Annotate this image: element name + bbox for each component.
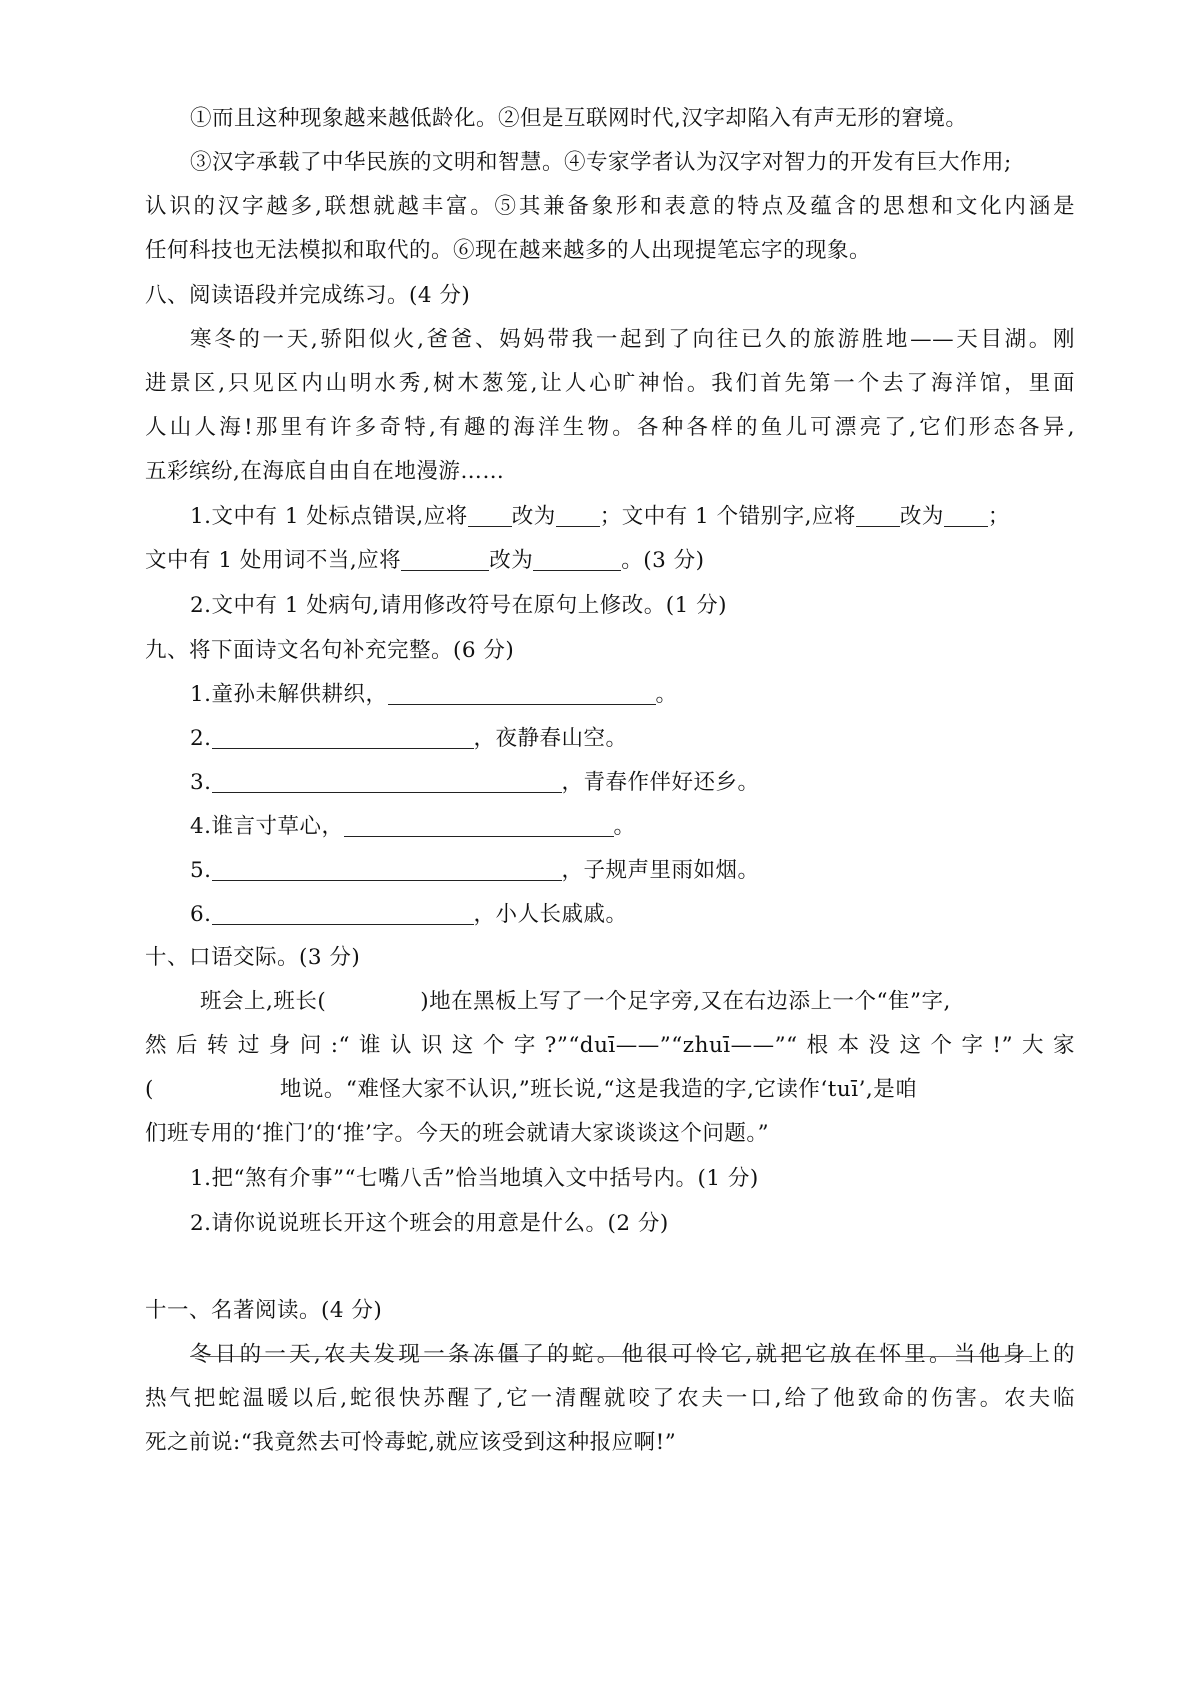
poem-item-2 bbox=[190, 723, 1075, 755]
answer-blank[interactable] bbox=[468, 504, 512, 527]
poem-item-pre: 1.童孙未解供耕织， bbox=[190, 682, 388, 707]
poem-blank[interactable] bbox=[388, 682, 656, 705]
s9-heading: 九、将下面诗文名句补充完整。(6 分) bbox=[145, 638, 515, 663]
poem-item-4 bbox=[190, 811, 1075, 843]
s8-para-1: 寒冬的一天,骄阳似火,爸爸、妈妈带我一起到了向往已久的旅游胜地——天目湖。刚 bbox=[190, 327, 1075, 352]
q1-text-b: 改为 bbox=[511, 504, 556, 529]
s10-question-2: 2.请你说说班长开这个班会的用意是什么。(2 分) bbox=[190, 1211, 669, 1236]
q1-text-c: ；文中有 1 个错别字,应将 bbox=[599, 504, 856, 529]
s8-question-1-cont bbox=[145, 545, 1075, 577]
s8-heading: 八、阅读语段并完成练习。(4 分) bbox=[145, 283, 471, 308]
poem-blank[interactable] bbox=[212, 770, 562, 793]
s7-line-1: ①而且这种现象越来越低龄化。②但是互联网时代,汉字却陷入有声无形的窘境。 bbox=[190, 106, 968, 131]
s8-question-2: 2.文中有 1 处病句,请用修改符号在原句上修改。(1 分) bbox=[190, 593, 727, 618]
poem-blank[interactable] bbox=[212, 902, 474, 925]
q1-text-e: ； bbox=[987, 504, 1010, 529]
q1-text-g: 改为 bbox=[489, 548, 534, 573]
s8-para-3: 人山人海!那里有许多奇特,有趣的海洋生物。各种各样的鱼儿可漂亮了,它们形态各异, bbox=[145, 415, 1075, 440]
poem-item-pre: 2. bbox=[190, 726, 212, 751]
s11-heading: 十一、名著阅读。(4 分) bbox=[145, 1298, 383, 1323]
s10-question-1: 1.把“煞有介事”“七嘴八舌”恰当地填入文中括号内。(1 分) bbox=[190, 1166, 759, 1191]
s8-question-1 bbox=[190, 501, 1075, 533]
poem-item-post: ，夜静春山空。 bbox=[473, 726, 628, 751]
s7-line-3: 认识的汉字越多,联想就越丰富。⑤其兼备象形和表意的特点及蕴含的思想和文化内涵是 bbox=[145, 194, 1075, 219]
s10-p3-a: ( bbox=[145, 1077, 154, 1102]
poem-item-post: ，青春作伴好还乡。 bbox=[561, 770, 760, 795]
s11-para-1: 冬日的一天,农夫发现一条冻僵了的蛇。他很可怜它,就把它放在怀里。当他身上的 bbox=[190, 1342, 1075, 1367]
s10-para-4: 们班专用的‘推门’的‘推’字。今天的班会就请大家谈谈这个问题。” bbox=[145, 1121, 770, 1146]
answer-blank[interactable] bbox=[556, 504, 600, 527]
poem-item-6 bbox=[190, 899, 1075, 931]
poem-item-pre: 5. bbox=[190, 858, 212, 883]
s11-para-2: 热气把蛇温暖以后,蛇很快苏醒了,它一清醒就咬了农夫一口,给了他致命的伤害。农夫临 bbox=[145, 1386, 1075, 1411]
s10-p1-a: 班会上,班长( bbox=[200, 989, 327, 1014]
poem-item-pre: 4.谁言寸草心， bbox=[190, 814, 344, 839]
poem-item-3 bbox=[190, 767, 1075, 799]
poem-item-post: 。 bbox=[613, 814, 636, 839]
s7-line-2: ③汉字承载了中华民族的文明和智慧。④专家学者认为汉字对智力的开发有巨大作用; bbox=[190, 150, 1012, 175]
poem-blank[interactable] bbox=[344, 814, 614, 837]
s10-para-3 bbox=[145, 1074, 1075, 1106]
answer-blank[interactable] bbox=[856, 504, 900, 527]
s7-line-4: 任何科技也无法模拟和取代的。⑥现在越来越多的人出现提笔忘字的现象。 bbox=[145, 238, 872, 263]
poem-item-1 bbox=[190, 679, 1075, 711]
poem-item-5 bbox=[190, 855, 1075, 887]
s10-para-1 bbox=[200, 986, 1075, 1018]
poem-blank[interactable] bbox=[212, 858, 562, 881]
s8-para-4: 五彩缤纷,在海底自由自在地漫游…… bbox=[145, 459, 505, 484]
q1-text-a: 1.文中有 1 处标点错误,应将 bbox=[190, 504, 468, 529]
s11-para-3: 死之前说:“我竟然去可怜毒蛇,就应该受到这种报应啊!” bbox=[145, 1430, 677, 1455]
s8-para-2: 进景区,只见区内山明水秀,树木葱笼,让人心旷神怡。我们首先第一个去了海洋馆，里面 bbox=[145, 371, 1075, 396]
s10-para-2: 然后转过身问:“谁认识这个字?”“duī——”“zhuī——”“根本没这个字!”大家 bbox=[145, 1033, 1075, 1058]
answer-blank[interactable] bbox=[944, 504, 988, 527]
poem-item-pre: 3. bbox=[190, 770, 212, 795]
q1-text-h: 。(3 分) bbox=[621, 548, 705, 573]
poem-item-post: ，小人长戚戚。 bbox=[473, 902, 628, 927]
q1-text-d: 改为 bbox=[899, 504, 944, 529]
q1-text-f: 文中有 1 处用词不当,应将 bbox=[145, 548, 402, 573]
poem-item-post: ，子规声里雨如烟。 bbox=[561, 858, 760, 883]
poem-item-post: 。 bbox=[655, 682, 678, 707]
answer-blank[interactable] bbox=[401, 548, 489, 571]
poem-blank[interactable] bbox=[212, 726, 474, 749]
poem-item-pre: 6. bbox=[190, 902, 212, 927]
s10-heading: 十、口语交际。(3 分) bbox=[145, 945, 361, 970]
s10-p3-b: 地说。“难怪大家不认识,”班长说,“这是我造的字,它读作‘tuī’,是咱 bbox=[279, 1077, 918, 1102]
answer-blank[interactable] bbox=[533, 548, 621, 571]
s10-p1-b: )地在黑板上写了一个足字旁,又在右边添上一个“隹”字, bbox=[420, 989, 951, 1014]
